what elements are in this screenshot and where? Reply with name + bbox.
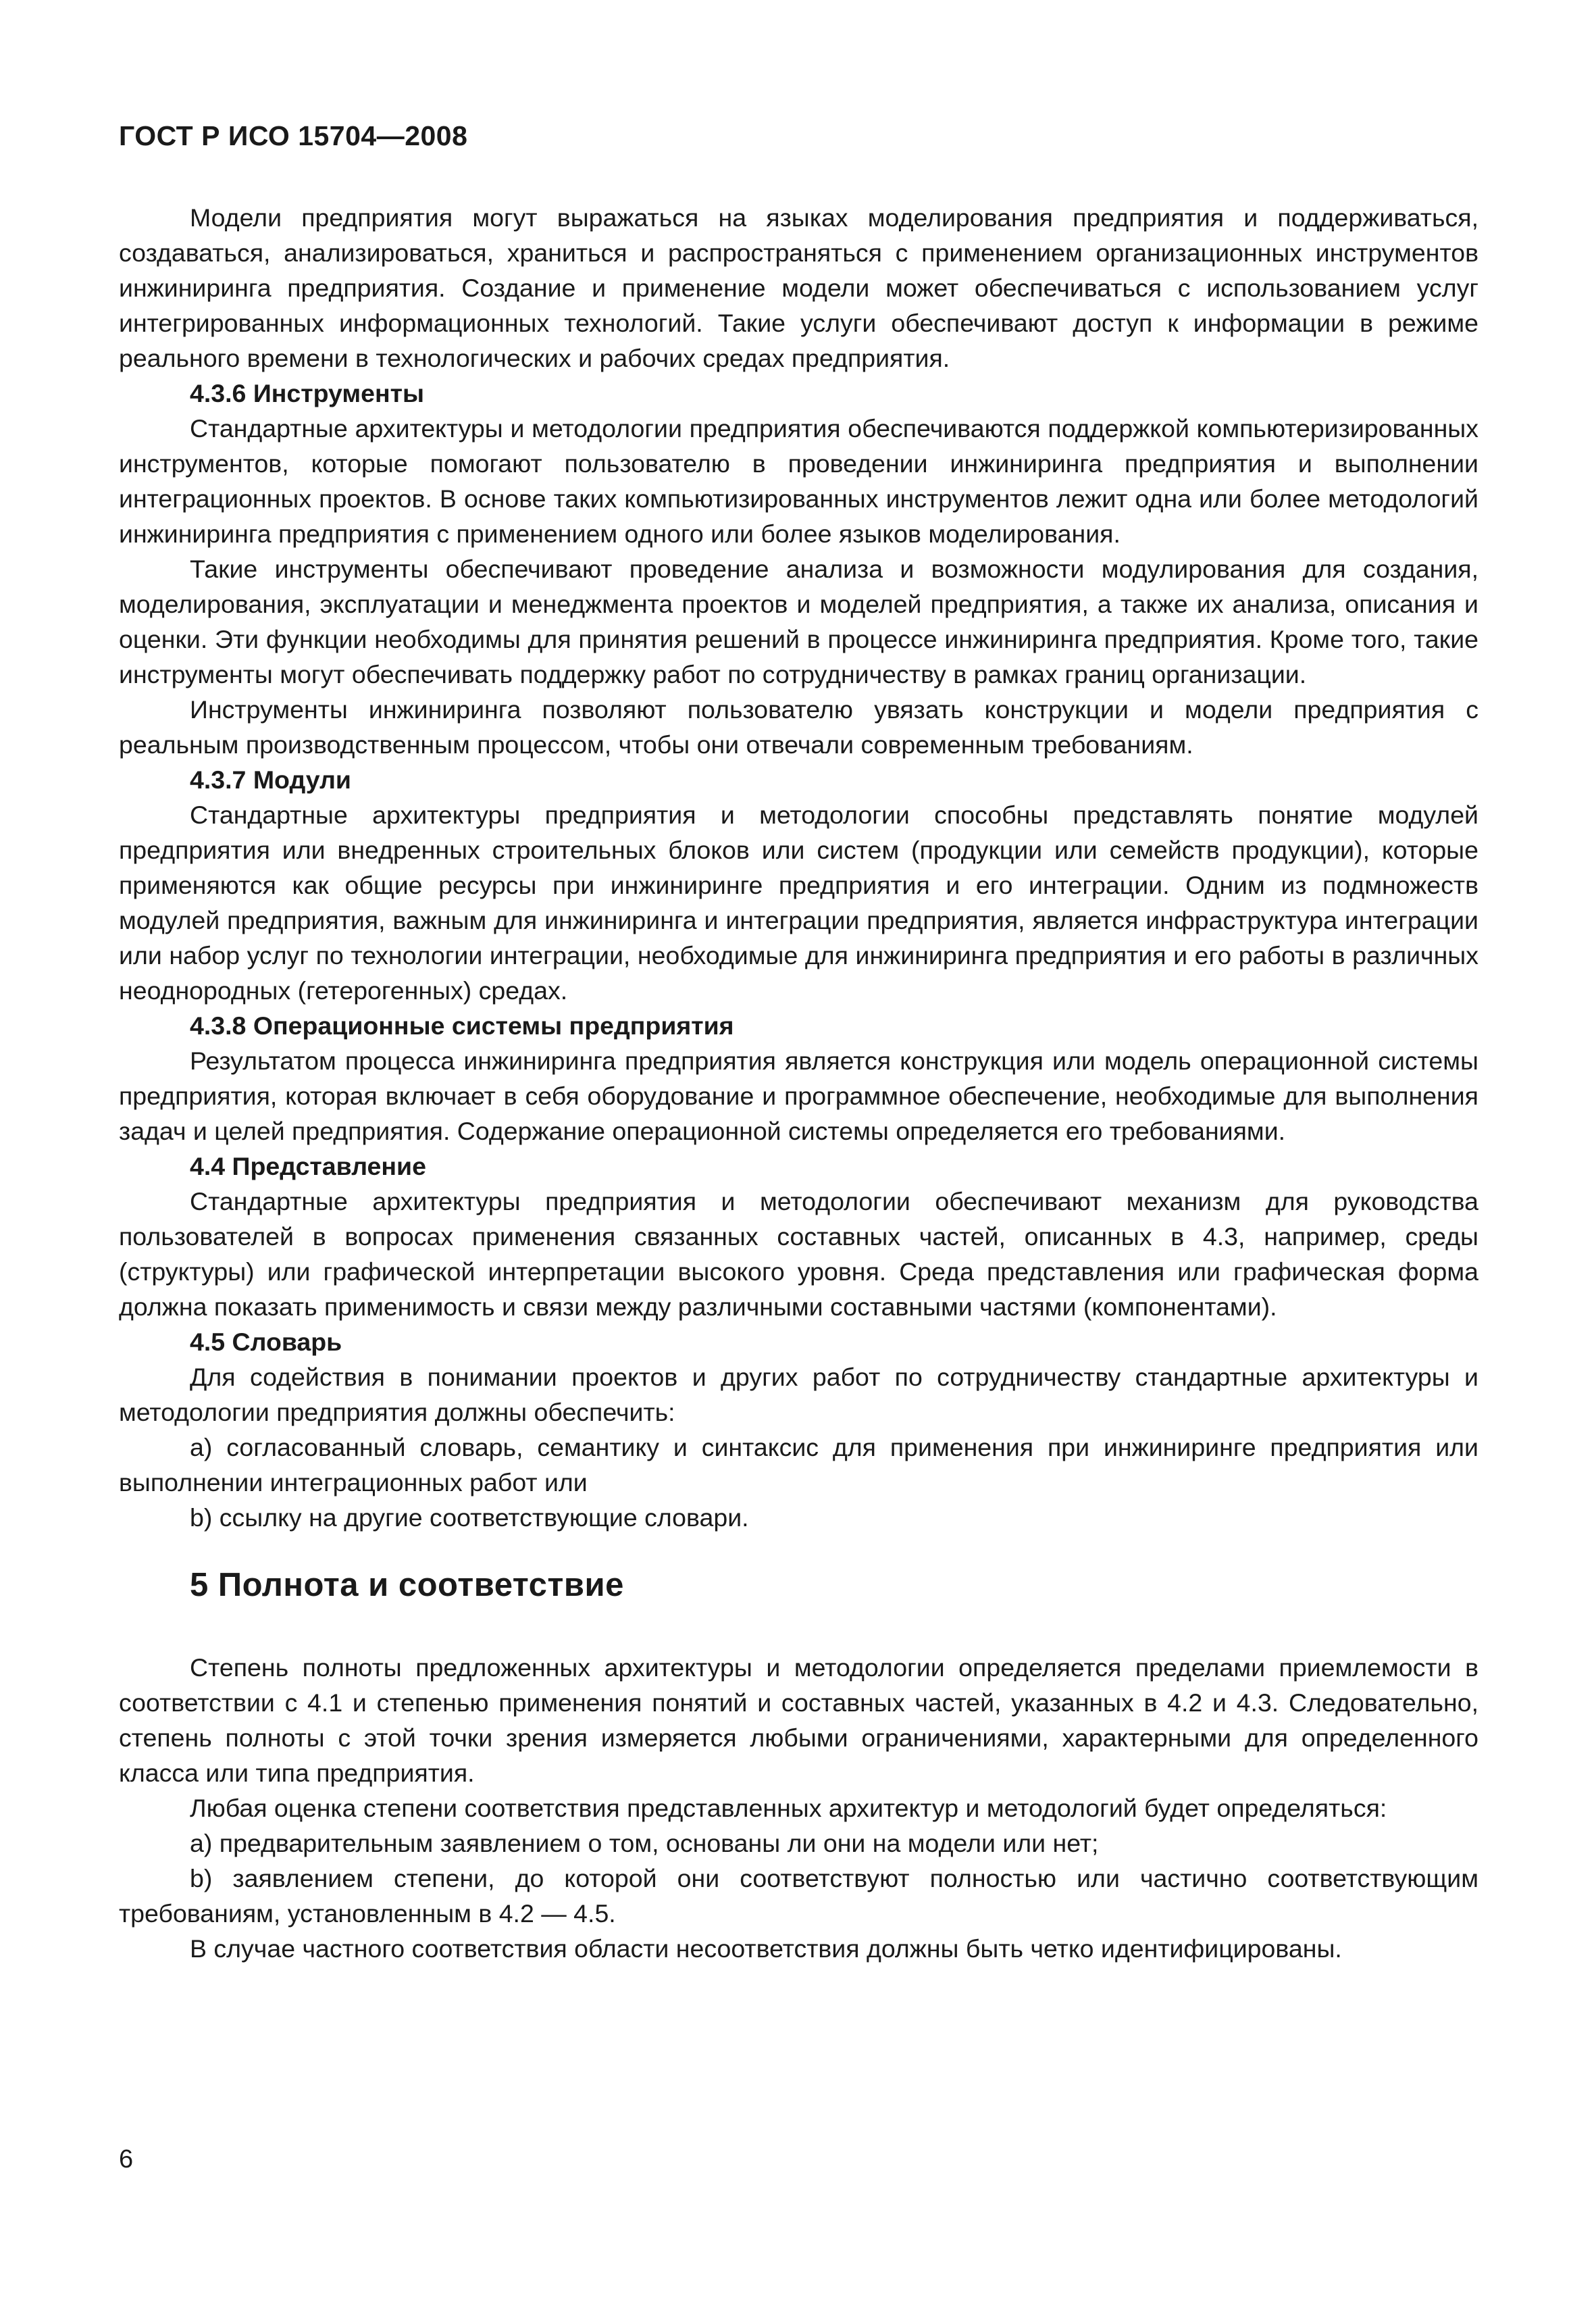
paragraph-4-3-6-3: Инструменты инжиниринга позволяют пользователю увязать конструкции и модели предприятия с реальным производственным процессом, чтобы они отвечали современным требованиям. [119, 695, 1478, 759]
list-item-4-5-a: a) согласованный словарь, семантику и синтаксис для применения при инжиниринге предприятия или выполнении интеграционных работ или [119, 1433, 1478, 1496]
document-header: ГОСТ Р ИСО 15704—2008 [119, 120, 468, 151]
paragraph-5-2: Любая оценка степени соответствия представленных архитектур и методологий будет определяться: [190, 1794, 1387, 1822]
page-number: 6 [119, 2145, 134, 2173]
document-body [119, 200, 1478, 1966]
subsection-heading-4-3-7: 4.3.7 Модули [190, 765, 351, 794]
subsection-heading-4-4: 4.4 Представление [190, 1152, 426, 1180]
paragraph-4-3-8: Результатом процесса инжиниринга предприятия является конструкция или модель операционной системы предприятия, которая включает в себя оборудование и программное обеспечение, необходимые для выполнения задач и целей предприятия. Содержание операционной системы определяется его требованиями. [119, 1047, 1478, 1145]
list-item-4-5-b: b) ссылку на другие соответствующие словари. [190, 1503, 749, 1532]
paragraph-4-3-6-2: Такие инструменты обеспечивают проведение анализа и возможности модулирования для создания, моделирования, эксплуатации и менеджмента проектов и моделей предприятия, а также их анализа, описания и оценки. Эти функции необходимы для принятия решений в процессе инжиниринга предприятия. Кроме того, такие инструменты могут обеспечивать поддержку работ по сотрудничеству в рамках границ организации. [119, 555, 1478, 688]
subsection-heading-4-3-8: 4.3.8 Операционные системы предприятия [190, 1011, 734, 1040]
subsection-heading-4-3-6: 4.3.6 Инструменты [190, 379, 425, 407]
paragraph-4-3-6-1: Стандартные архитектуры и методологии предприятия обеспечиваются поддержкой компьютеризированных инструментов, которые помогают пользователю в проведении инжиниринга предприятия и выполнении интеграционных проектов. В основе таких компьютизированных инструментов лежит одна или более методологий инжиниринга предприятия с применением одного или более языков моделирования. [119, 414, 1478, 548]
subsection-heading-4-5: 4.5 Словарь [190, 1328, 342, 1356]
paragraph-5-3: В случае частного соответствия области несоответствия должны быть четко идентифицированы. [190, 1934, 1342, 1963]
paragraph-intro: Модели предприятия могут выражаться на языках моделирования предприятия и поддерживаться, создаваться, анализироваться, храниться и распространяться с применением организационных инструментов инжиниринга предприятия. Создание и применение модели может обеспечиваться с использованием услуг интегрированных информационных технологий. Такие услуги обеспечивают доступ к информации в режиме реального времени в технологических и рабочих средах предприятия. [119, 203, 1478, 372]
paragraph-4-3-7: Стандартные архитектуры предприятия и методологии способны представлять понятие модулей предприятия или внедренных строительных блоков или систем (продукции или семейств продукции), которые применяются как общие ресурсы при инжиниринге предприятия и его интеграции. Одним из подмножеств модулей предприятия, важным для инжиниринга и интеграции предприятия, является инфраструктура интеграции или набор услуг по технологии интеграции, необходимые для инжиниринга предприятия и его работы в различных неоднородных (гетерогенных) средах. [119, 801, 1478, 1005]
section-heading-5: 5 Полнота и соответствие [190, 1567, 624, 1603]
list-item-5-b: b) заявлением степени, до которой они соответствуют полностью или частично соответствующим требованиям, установленным в 4.2 — 4.5. [119, 1864, 1478, 1928]
paragraph-5-1: Степень полноты предложенных архитектуры и методологии определяется пределами приемлемости в соответствии с 4.1 и степенью применения понятий и составных частей, указанных в 4.2 и 4.3. Следовательно, степень полноты с этой точки зрения измеряется любыми ограничениями, характерными для определенного класса или типа предприятия. [119, 1653, 1478, 1787]
paragraph-4-4: Стандартные архитектуры предприятия и методологии обеспечивают механизм для руководства пользователей в вопросах применения связанных составных частей, описанных в 4.3, например, среды (структуры) или графической интерпретации высокого уровня. Среда представления или графическая форма должна показать применимость и связи между различными составными частями (компонентами). [119, 1187, 1478, 1321]
list-item-5-a: a) предварительным заявлением о том, основаны ли они на модели или нет; [190, 1829, 1099, 1857]
paragraph-4-5-1: Для содействия в понимании проектов и других работ по сотрудничеству стандартные архитектуры и методологии предприятия должны обеспечить: [119, 1363, 1478, 1426]
